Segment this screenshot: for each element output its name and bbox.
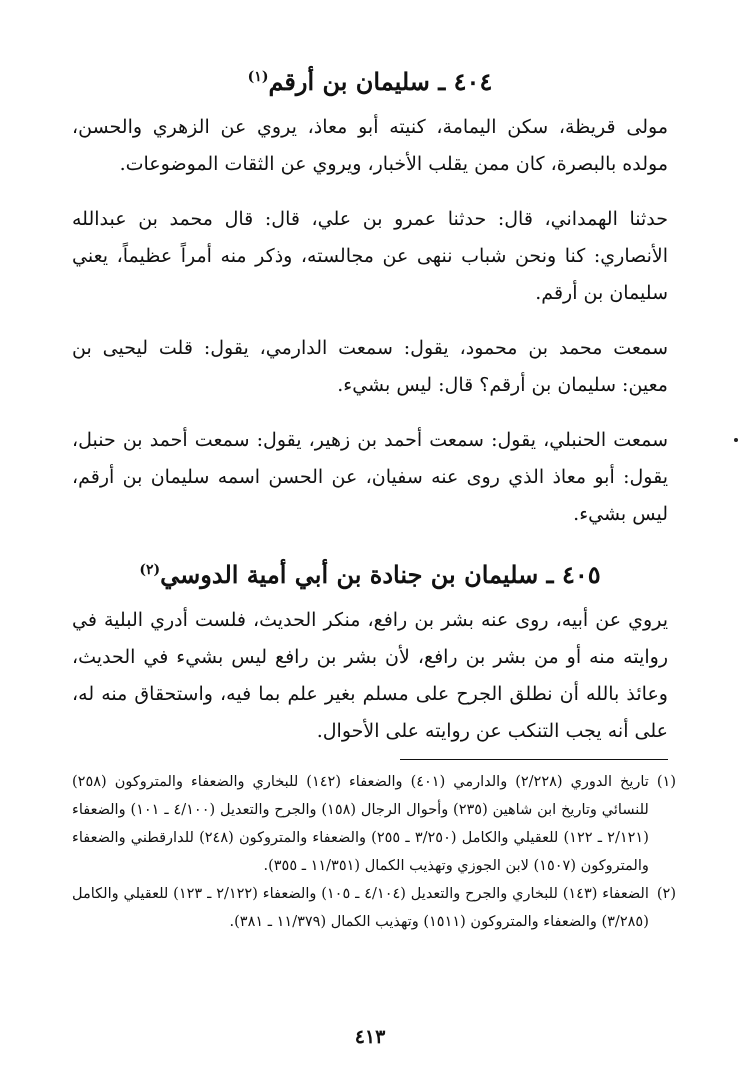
footnote-1 — [72, 768, 676, 880]
footnote-2-number: (٢) — [656, 886, 676, 902]
page-body — [72, 60, 668, 750]
entry-404-footnote-ref: (١) — [247, 69, 269, 85]
page-number: ٤١٣ — [354, 1026, 386, 1048]
footnote-1-number: (١) — [656, 774, 676, 790]
footnote-separator — [400, 759, 668, 760]
footnotes — [72, 768, 676, 936]
margin-dot — [734, 438, 738, 442]
entry-404-paragraph-3: سمعت محمد بن محمود، يقول: سمعت الدارمي، يقول: قلت ليحيى بن معين: سليمان بن أرقم؟ قال: ليس بشيء. — [72, 337, 668, 396]
entry-404-title-text: ٤٠٤ ـ سليمان بن أرقم — [268, 67, 493, 96]
entry-404-paragraph-1: مولى قريظة، سكن اليمامة، كنيته أبو معاذ، يروي عن الزهري والحسن، مولده بالبصرة، كان ممن يقلب الأخبار، ويروي عن الثقات الموضوعات. — [72, 116, 668, 175]
entry-405-footnote-ref: (٢) — [139, 562, 161, 578]
entry-404-paragraph-4: سمعت الحنبلي، يقول: سمعت أحمد بن زهير، يقول: سمعت أحمد بن حنبل، يقول: أبو معاذ الذي روى عنه سفيان، عن الحسن اسمه سليمان بن أرقم، ليس بشيء. — [72, 429, 668, 525]
entry-404-title — [72, 60, 668, 99]
entry-405-title — [72, 553, 668, 592]
entry-404-paragraph-2: حدثنا الهمداني، قال: حدثنا عمرو بن علي، قال: قال محمد بن عبدالله الأنصاري: كنا ونحن شباب ننهى عن مجالسته، وذكر منه أمراً عظيماً، يعني سليمان بن أرقم. — [72, 208, 668, 304]
entry-405-paragraph-1: يروي عن أبيه، روى عنه بشر بن رافع، منكر الحديث، فلست أدري البلية في روايته منه أو من بشر بن رافع، لأن بشر بن رافع ليس بشيء في الحديث، وعائذ بالله أن نطلق الجرح على مسلم بغير علم بما فيه، واستحقاق منه له، على أنه يجب التنكب عن روايته على الأحوال. — [72, 609, 668, 742]
footnote-1-text: تاريخ الدوري (٢/٢٢٨) والدارمي (٤٠١) والضعفاء (١٤٢) للبخاري والضعفاء والمتروكون (٢٥٨) للنسائي وتاريخ ابن شاهين (٢٣٥) وأحوال الرجال (١٥٨) والجرح والتعديل (٤/١٠٠ ـ ١٠١) والضعفاء (٢/١٢١ ـ ١٢٢) للعقيلي والكامل (٣/٢٥٠ ـ ٢٥٥) والضعفاء والمتروكون (٢٤٨) للدارقطني والضعفاء والمتروكون (١٥٠٧) لابن الجوزي وتهذيب الكمال (١١/٣٥١ ـ ٣٥٥). — [72, 774, 649, 874]
footnote-2-text: الضعفاء (١٤٣) للبخاري والجرح والتعديل (٤/١٠٤ ـ ١٠٥) والضعفاء (٢/١٢٢ ـ ١٢٣) للعقيلي والكامل (٣/٢٨٥) والضعفاء والمتروكون (١٥١١) وتهذيب الكمال (١١/٣٧٩ ـ ٣٨١). — [72, 886, 649, 930]
entry-405-title-text: ٤٠٥ ـ سليمان بن جنادة بن أبي أمية الدوسي — [160, 560, 601, 589]
footnote-2 — [72, 880, 676, 936]
